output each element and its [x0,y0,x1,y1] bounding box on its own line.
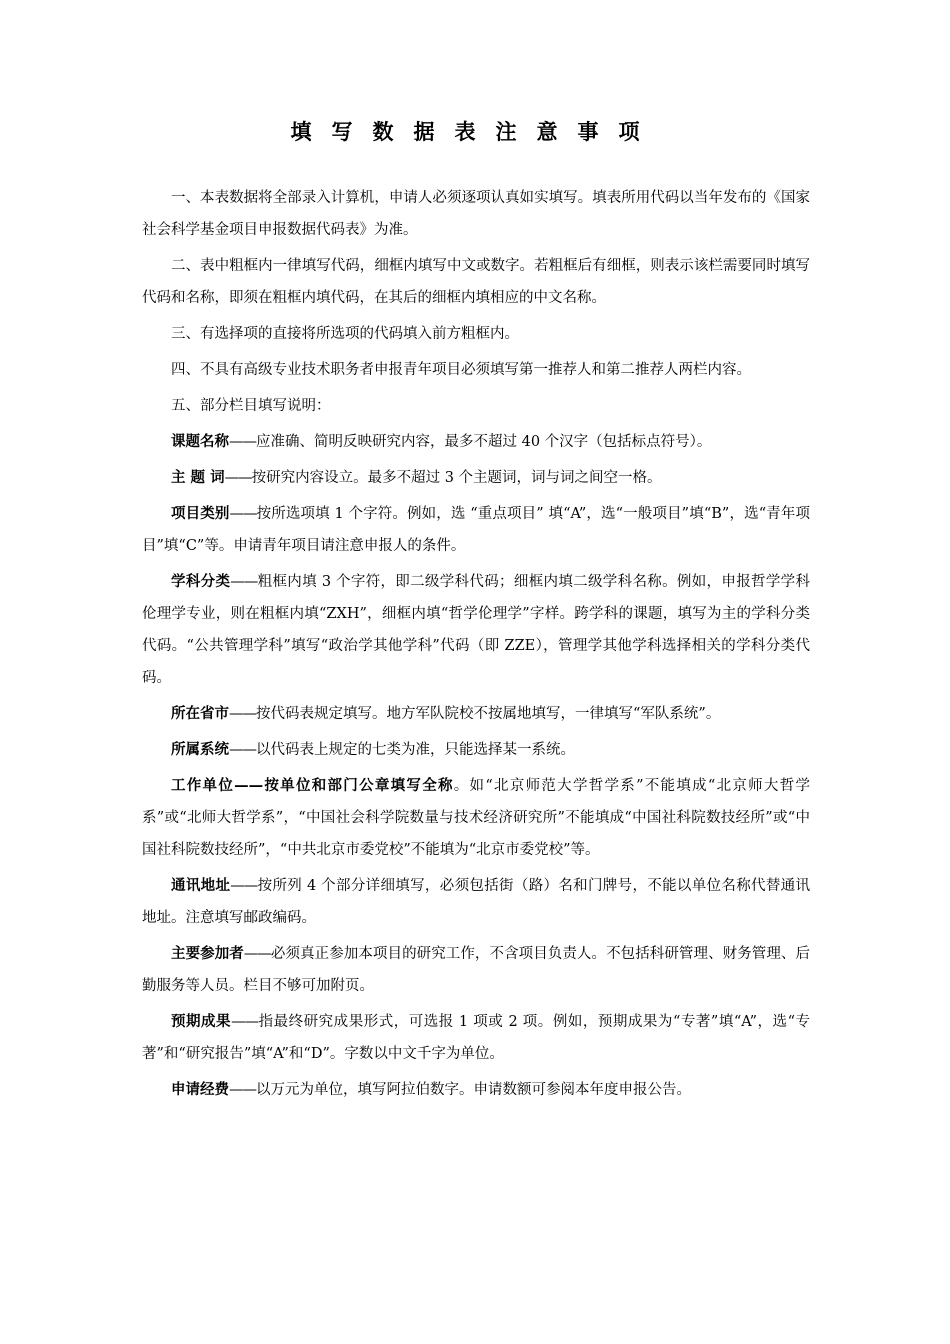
page-title: 填写数据表注意事项 [290,120,660,144]
field-dash: —— [230,574,258,590]
instruction-paragraph-4: 四、不具有高级专业技术职务者申报青年项目必须填写第一推荐人和第二推荐人两栏内容。 [171,362,751,378]
field-item-expected-results [142,1006,810,1070]
field-description: 按代码表规定填写。地方军队院校不按属地填写，一律填写“军队系统”。 [256,706,721,722]
field-description: 按研究内容设立。最多不超过 3 个主题词，词与词之间空一格。 [251,470,662,486]
field-dash: —— [229,742,256,758]
instruction-paragraph-5: 五、部分栏目填写说明： [171,398,331,414]
field-description: 按所列 4 个部分详细填写，必须包括街（路）名和门牌号，不能以单位名称代替通讯地址。注意填写邮政编码。 [142,878,810,926]
field-dash: —— [243,946,271,962]
field-dash: —— [224,470,252,486]
instruction-paragraph-3: 三、有选择项的直接将所选项的代码填入前方粗框内。 [171,326,519,342]
field-description: 以代码表上规定的七类为准，只能选择某一系统。 [256,742,575,758]
field-dash: —— [229,706,256,722]
field-emphasis: 按单位和部门公章填写全称 [263,778,454,794]
field-description: 粗框内填 3 个字符，即二级学科代码；细框内填二级学科名称。例如，申报哲学学科伦理学专业，则在粗框内填“ZXH”，细框内填“哲学伦理学”字样。跨学科的课题，填写为主的学科分类代码。“公共管理学科”填写“政治学其他学科”代码（即 ZZE），管理学其他学科选择相关的学科分类代码。 [142,574,810,686]
field-item-discipline [142,566,810,694]
field-item-funding [142,1074,810,1106]
field-description: 应准确、简明反映研究内容，最多不超过 40 个汉字（包括标点符号）。 [256,434,712,450]
field-term: 所在省市 [171,706,229,722]
field-dash: —— [231,1014,259,1030]
field-term: 主 题 词 [171,470,225,486]
field-item-topic-name [142,426,810,458]
field-item-system [142,734,810,766]
field-description: 按所选项填 1 个字符。例如，选 “重点项目” 填“A”，选“一般项目”填“B”，选“青年项目”填“C”等。申请青年项目请注意申报人的条件。 [142,506,810,554]
field-term: 申请经费 [171,1082,229,1098]
field-description: 指最终研究成果形式，可选报 1 项或 2 项。例如，预期成果为“专著”填“A”，选“专著”和“研究报告”填“A”和“D”。字数以中文千字为单位。 [142,1014,811,1062]
field-term: 课题名称 [171,434,229,450]
instruction-paragraph-2: 二、表中粗框内一律填写代码，细框内填写中文或数字。若粗框后有细框，则表示该栏需要同时填写代码和名称，即须在粗框内填代码，在其后的细框内填相应的中文名称。 [142,258,810,306]
instruction-paragraph-1: 一、本表数据将全部录入计算机，申请人必须逐项认真如实填写。填表所用代码以当年发布的《国家社会科学基金项目申报数据代码表》为准。 [142,190,810,238]
field-term: 预期成果 [171,1014,232,1030]
field-dash: —— [229,1082,256,1098]
field-item-project-category [142,498,810,562]
field-term: 项目类别 [171,506,230,522]
field-item-province [142,698,810,730]
field-item-work-unit [142,770,810,866]
field-term: 学科分类 [171,574,231,590]
field-description: 以万元为单位，填写阿拉伯数字。申请数额可参阅本年度申报公告。 [256,1082,691,1098]
field-description: 必须真正参加本项目的研究工作，不含项目负责人。不包括科研管理、财务管理、后勤服务等人员。栏目不够可加附页。 [142,946,810,994]
field-dash: —— [229,434,256,450]
field-term: 主要参加者 [171,946,244,962]
field-dash: —— [234,778,264,794]
field-item-keywords [142,462,810,494]
field-description: 。如“北京师范大学哲学系”不能填成“北京师大哲学系”或“北师大哲学系”，“中国社会科学院数量与技术经济研究所”不能填成“中国社科院数技经所”或“中国社科院数技经所”，“中共北京市委党校”不能填为“北京市委党校”等。 [142,778,810,858]
field-dash: —— [230,878,258,894]
field-term: 所属系统 [171,742,229,758]
field-item-participants [142,938,810,1002]
field-item-address [142,870,810,934]
instructions-body [142,182,810,1110]
field-term: 工作单位 [171,778,235,794]
field-term: 通讯地址 [171,878,231,894]
field-dash: —— [229,506,257,522]
